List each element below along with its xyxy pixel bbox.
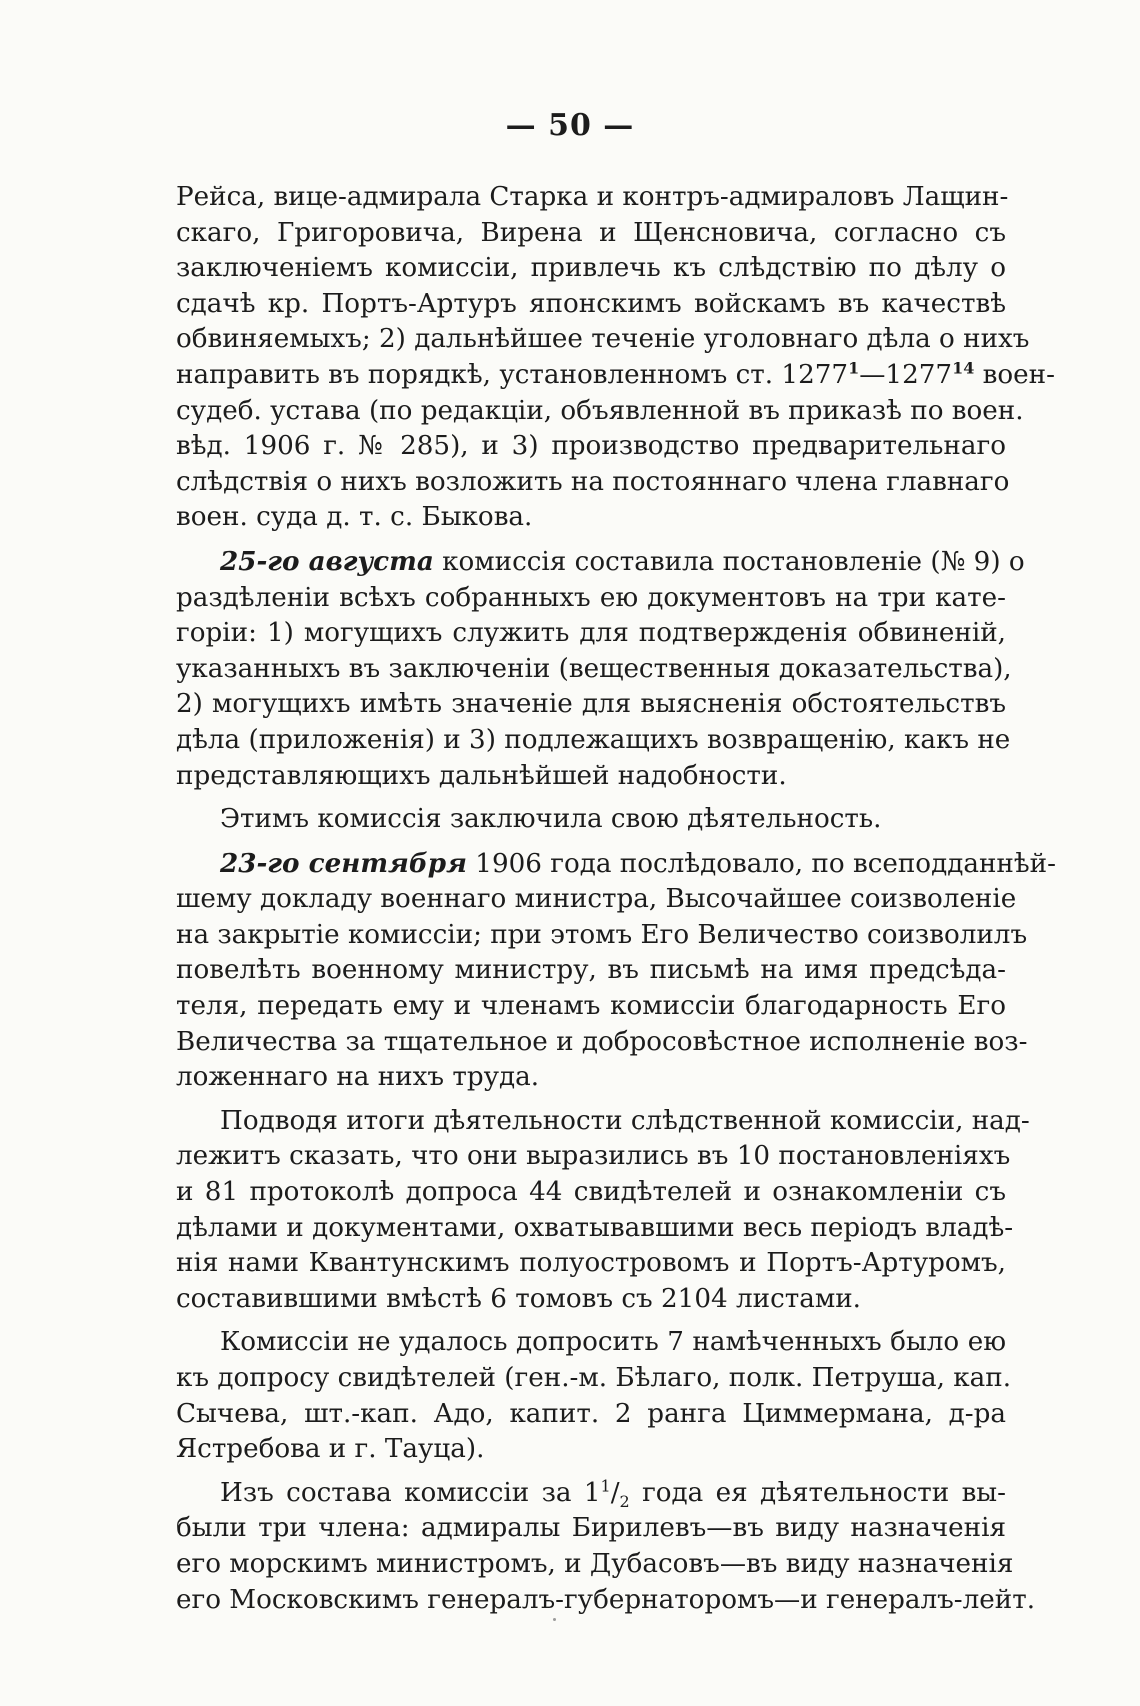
text-line: Рейса, вице-адмирала Старка и контръ-адмираловъ Лащин- xyxy=(176,182,1009,212)
text-fragment: года ея дѣятельности вы- xyxy=(629,1477,1006,1508)
text-line-first xyxy=(176,544,1025,581)
text-line: были три члена: адмиралы Бирилевъ—въ виду назначенія xyxy=(176,1513,1006,1544)
text-line: его Московскимъ генералъ-губернаторомъ—и генералъ-лейт. xyxy=(176,1584,1036,1615)
body-text xyxy=(176,180,1056,1626)
paragraph-2 xyxy=(176,544,1025,794)
superscript: 1 xyxy=(848,358,860,378)
text-line: горіи: 1) могущихъ служить для подтвержденія обвиненій, xyxy=(176,618,1006,649)
text-line: и 81 протоколѣ допроса 44 свидѣтелей и ознакомленіи съ xyxy=(176,1177,1006,1208)
text-line: 2) могущихъ имѣть значеніе для выясненія обстоятельствъ xyxy=(176,689,1006,720)
paragraph-5 xyxy=(176,1104,1030,1318)
text-fragment: —1277 xyxy=(859,359,953,390)
superscript: 14 xyxy=(952,358,975,378)
text-line: дѣла (приложенія) и 3) подлежащихъ возвращенію, какъ не xyxy=(176,724,1011,755)
text-line: Величества за тщательное и добросовѣстное исполненіе воз- xyxy=(176,1026,1028,1057)
date-lead: 25-го августа xyxy=(220,545,434,577)
fraction-numerator: 1 xyxy=(600,1476,611,1496)
text-line: раздѣленіи всѣхъ собранныхъ ею документовъ на три кате- xyxy=(176,582,1006,613)
paragraph-7 xyxy=(176,1476,1036,1618)
text-line-first xyxy=(176,846,1056,883)
text-line: на закрытіе комиссіи; при этомъ Его Величество соизволилъ xyxy=(176,919,1028,950)
text-line: заключеніемъ комиссіи, привлечь къ слѣдствію по дѣлу о xyxy=(176,253,1006,284)
paragraph-3 xyxy=(176,802,1006,838)
text-line: вѣд. 1906 г. № 285), и 3) производство предварительнаго xyxy=(176,431,1006,462)
paragraph-4 xyxy=(176,846,1056,1096)
text-fragment: 1906 года послѣдовало, по всеподданнѣй- xyxy=(466,848,1056,879)
text-line: теля, передать ему и членамъ комиссіи благодарность Его xyxy=(176,991,1006,1022)
text-line: Комиссіи не удалось допросить 7 намѣченныхъ было ею xyxy=(220,1327,1006,1358)
text-line: къ допросу свидѣтелей (ген.-м. Бѣлаго, полк. Петруша, кап. xyxy=(176,1363,1012,1393)
text-line: Ястребова и г. Тауца). xyxy=(176,1434,485,1465)
text-line: сдачѣ кр. Портъ-Артуръ японскимъ войскамъ въ качествѣ xyxy=(176,288,1006,319)
text-line: составившими вмѣстѣ 6 томовъ съ 2104 листами. xyxy=(176,1283,861,1314)
text-line: шему докладу военнаго министра, Высочайшее соизволеніе xyxy=(176,884,1017,915)
text-line: повелѣть военному министру, въ письмѣ на имя предсѣда- xyxy=(176,955,1006,986)
text-fragment: Изъ состава комиссіи за 1 xyxy=(220,1477,601,1508)
text-line: слѣдствія о нихъ возложить на постояннаго члена главнаго xyxy=(176,466,1010,497)
text-fragment: направить въ порядкѣ, установленномъ ст. 1277 xyxy=(176,359,849,390)
text-line: Этимъ комиссія заключила свою дѣятельность. xyxy=(220,804,882,835)
text-line: Подводя итоги дѣятельности слѣдственной комиссіи, над- xyxy=(220,1105,1030,1136)
text-line: представляющихъ дальнѣйшей надобности. xyxy=(176,760,787,791)
text-fragment: воен- xyxy=(974,359,1055,390)
page-number: — 50 — xyxy=(505,108,635,143)
text-line-with-fraction xyxy=(176,1476,1006,1512)
text-line: указанныхъ въ заключеніи (вещественныя доказательства), xyxy=(176,653,1012,684)
fraction-denominator: 2 xyxy=(619,1492,630,1512)
text-line: дѣлами и документами, охватывавшими весь періодъ владѣ- xyxy=(176,1212,1014,1243)
paragraph-1 xyxy=(176,180,1055,536)
text-line: лежитъ сказать, что они выразились въ 10 постановленіяхъ xyxy=(176,1141,1011,1172)
paragraph-6 xyxy=(176,1325,1012,1467)
text-line: скаго, Григоровича, Вирена и Щенсновича, согласно съ xyxy=(176,217,1006,248)
date-lead: 23-го сентября xyxy=(220,847,467,879)
text-line: ложеннаго на нихъ труда. xyxy=(176,1062,540,1093)
text-line-with-article-range xyxy=(176,358,1055,394)
text-line: его морскимъ министромъ, и Дубасовъ—въ виду назначенія xyxy=(176,1548,1014,1579)
text-line: воен. суда д. т. с. Быкова. xyxy=(176,502,533,533)
text-fragment: комиссія составила постановленіе (№ 9) о xyxy=(433,546,1025,577)
text-line: судеб. устава (по редакціи, объявленной въ приказѣ по воен. xyxy=(176,395,1024,426)
text-line: нія нами Квантунскимъ полуостровомъ и Портъ-Артуромъ, xyxy=(176,1248,1006,1279)
fraction-slash: / xyxy=(610,1477,620,1508)
text-line: обвиняемыхъ; 2) дальнѣйшее теченіе уголовнаго дѣла о нихъ xyxy=(176,324,1030,355)
text-line: Сычева, шт.-кап. Адо, капит. 2 ранга Циммермана, д-ра xyxy=(176,1398,1006,1429)
paper-speck xyxy=(553,1618,556,1621)
